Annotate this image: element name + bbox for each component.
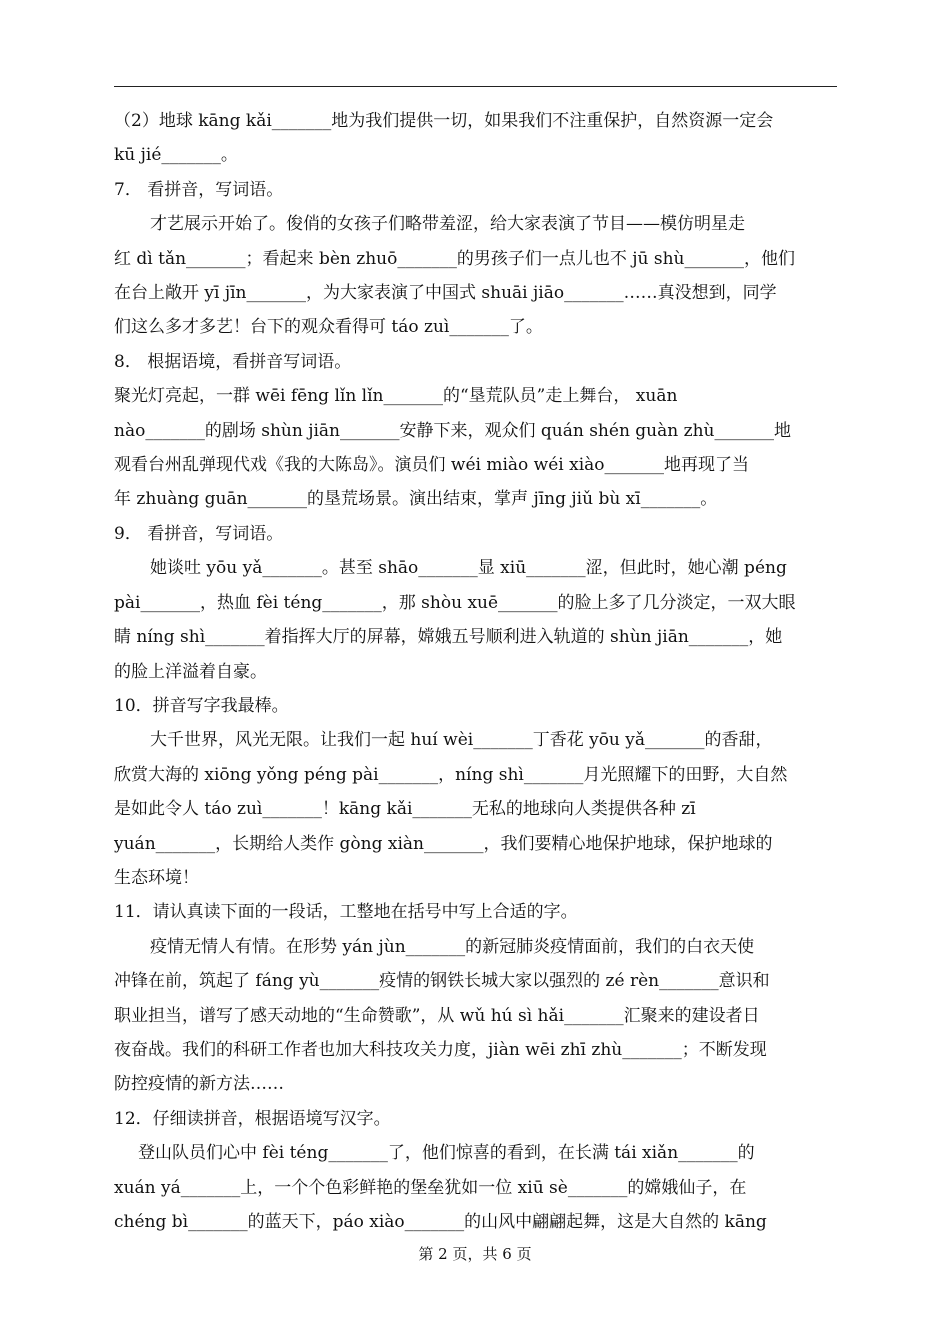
question-7-line: 红 dì tǎn_______；看起来 bèn zhuō_______的男孩子们一点儿也不 jū shù_______，他们 <box>114 248 795 269</box>
question-8-line: 年 zhuàng guān_______的垦荒场景。演出结束，掌声 jīng jiǔ bù xī_______。 <box>114 489 718 510</box>
question-7-heading: 7． 看拼音，写词语。 <box>114 179 284 200</box>
question-7-line: 才艺展示开始了。俊俏的女孩子们略带羞涩，给大家表演了节目——模仿明星走 <box>150 214 745 235</box>
question-12-line: 登山队员们心中 fèi téng_______了，他们惊喜的看到，在长满 tái xiǎn_______的 <box>138 1143 755 1164</box>
question-10-line: 是如此令人 táo zuì_______！kāng kǎi_______无私的地球向人类提供各种 zī <box>114 799 696 820</box>
question-10-heading: 10．拼音写字我最棒。 <box>114 695 289 716</box>
question-11-line: 职业担当，谱写了感天动地的“生命赞歌”，从 wǔ hú sì hǎi_______汇聚来的建设者日 <box>114 1005 760 1026</box>
page-content <box>114 104 837 1239</box>
question-9-line: 睛 níng shì_______着指挥大厅的屏幕，嫦娥五号顺利进入轨道的 shùn jiān_______，她 <box>114 627 783 648</box>
question-8-line: nào_______的剧场 shùn jiān_______安静下来，观众们 quán shén guàn zhù_______地 <box>114 420 791 441</box>
question-11-line: 防控疫情的新方法…… <box>114 1074 284 1095</box>
header-rule <box>114 86 837 87</box>
question-9-heading: 9． 看拼音，写词语。 <box>114 523 284 544</box>
question-8-heading: 8． 根据语境，看拼音写词语。 <box>114 351 352 372</box>
question-10-line: 生态环境！ <box>114 867 199 888</box>
question-10-line: 欣赏大海的 xiōng yǒng péng pài_______，níng shì_______月光照耀下的田野，大自然 <box>114 764 788 785</box>
question-8-line: 观看台州乱弹现代戏《我的大陈岛》。演员们 wéi miào wéi xiào_______地再现了当 <box>114 455 750 476</box>
page-footer: 第 2 页，共 6 页 <box>418 1245 532 1263</box>
question-12-line: chéng bì_______的蓝天下，páo xiào_______的山风中翩翩起舞，这是大自然的 kāng <box>114 1212 767 1232</box>
question-11-line: 冲锋在前，筑起了 fáng yù_______疫情的钢铁长城大家以强烈的 zé rèn_______意识和 <box>114 971 770 992</box>
question-12-line: xuán yá_______上，一个个色彩鲜艳的堡垒犹如一位 xiū sè_______的嫦娥仙子，在 <box>114 1177 747 1198</box>
q6-part2-line: kū jié_______。 <box>114 145 238 166</box>
question-9-line: 的脸上洋溢着自豪。 <box>114 661 267 682</box>
question-7-line: 在台上敞开 yī jīn_______，为大家表演了中国式 shuāi jiāo_______……真没想到，同学 <box>114 283 777 304</box>
question-12-heading: 12．仔细读拼音，根据语境写汉字。 <box>114 1108 391 1129</box>
q6-part2-line: （2）地球 kāng kǎi_______地为我们提供一切，如果我们不注重保护，自然资源一定会 <box>114 111 774 131</box>
question-9-line: pài_______，热血 fèi téng_______，那 shòu xuē_______的脸上多了几分淡定，一双大眼 <box>114 592 796 613</box>
question-11-line: 疫情无情人有情。在形势 yán jùn_______的新冠肺炎疫情面前，我们的白衣天使 <box>150 936 755 957</box>
question-10-line: 大千世界，风光无限。让我们一起 huí wèi_______丁香花 yōu yǎ_______的香甜， <box>150 730 773 751</box>
question-9-line: 她谈吐 yōu yǎ_______。甚至 shāo_______显 xiū_______涩，但此时，她心潮 péng <box>150 558 787 579</box>
question-7-line: 们这么多才多艺！台下的观众看得可 táo zuì_______了。 <box>114 317 543 338</box>
question-10-line: yuán_______，长期给人类作 gòng xiàn_______，我们要精心地保护地球，保护地球的 <box>114 833 773 854</box>
question-8-line: 聚光灯亮起，一群 wēi fēng lǐn lǐn_______的“垦荒队员”走上舞台， xuān <box>114 386 678 407</box>
question-11-heading: 11．请认真读下面的一段话，工整地在括号中写上合适的字。 <box>114 902 578 923</box>
question-11-line: 夜奋战。我们的科研工作者也加大科技攻关力度，jiàn wēi zhī zhù_______；不断发现 <box>114 1039 767 1060</box>
